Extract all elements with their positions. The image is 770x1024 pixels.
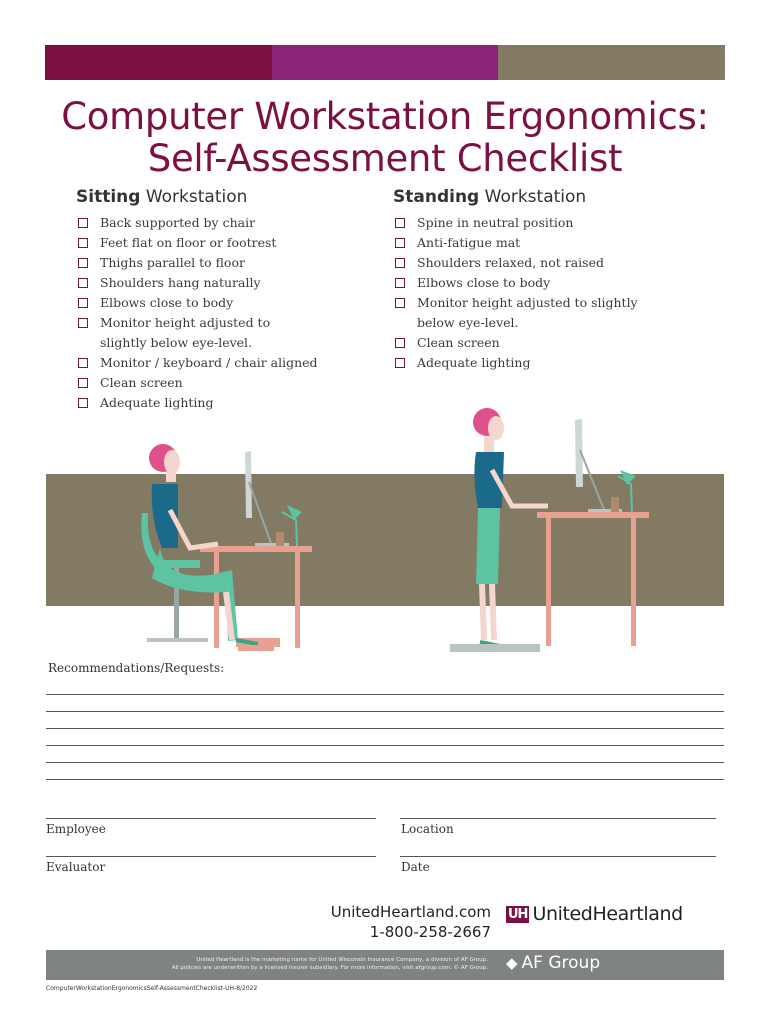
checklist-item-label: Anti-fatigue mat (417, 235, 521, 250)
standing-desk (537, 512, 649, 646)
checklist-item-label: Adequate lighting (417, 355, 531, 370)
sitting-footrest (238, 645, 274, 651)
evaluator-field[interactable] (46, 856, 376, 857)
phone-number: 1-800-258-2667 (369, 923, 491, 941)
checklist-item-label: Monitor height adjusted to slightly below eye-level. (417, 295, 638, 330)
anti-fatigue-mat (450, 644, 540, 652)
standing-heading-bold: Standing (393, 187, 480, 207)
checklist-item-label: Shoulders relaxed, not raised (417, 255, 604, 270)
recommendations-line[interactable] (46, 762, 724, 763)
recommendations-line[interactable] (46, 694, 724, 695)
sitting-heading-rest: Workstation (145, 187, 248, 207)
date-label: Date (401, 860, 430, 874)
sitting-person (149, 444, 258, 644)
checklist-item-label: Feet flat on floor or footrest (100, 235, 277, 250)
sitting-desk (200, 546, 312, 648)
checklist-item-label: Monitor / keyboard / chair aligned (100, 355, 318, 370)
evaluator-label: Evaluator (46, 860, 106, 874)
af-group-logo (506, 953, 600, 973)
page-title-line1: Computer Workstation Ergonomics: (61, 95, 709, 138)
sitting-lamp (276, 505, 302, 546)
disclaimer-line2: All policies are underwritten by a licensed insurer subsidiary. For more information, visit afgroup.com. © AF Group. (171, 964, 488, 971)
standing-person (473, 408, 548, 646)
af-group-text: AF Group (521, 953, 601, 973)
checklist-item-label: Clean screen (417, 335, 500, 350)
checklist-item-label: Clean screen (100, 375, 183, 390)
page-title-line2: Self-Assessment Checklist (147, 137, 623, 180)
date-field[interactable] (400, 856, 716, 857)
recommendations-line[interactable] (46, 779, 724, 780)
sitting-heading-bold: Sitting (76, 187, 141, 207)
checklist-item-label: Elbows close to body (100, 295, 234, 310)
recommendations-line[interactable] (46, 711, 724, 712)
recommendations-line[interactable] (46, 728, 724, 729)
recommendations-label: Recommendations/Requests: (48, 661, 225, 675)
checklist-item-label: Elbows close to body (417, 275, 551, 290)
checklist-item-label: Shoulders hang naturally (100, 275, 261, 290)
employee-label: Employee (46, 822, 106, 836)
checklist-item-label: Monitor height adjusted to slightly below eye-level. (100, 315, 271, 350)
employee-field[interactable] (46, 818, 376, 819)
checklist-item-label: Back supported by chair (100, 215, 256, 230)
united-heartland-logo (506, 903, 683, 925)
location-label: Location (401, 822, 454, 836)
af-diamond-icon: ◆ (506, 954, 518, 972)
location-field[interactable] (400, 818, 716, 819)
disclaimer-line1: United Heartland is the marketing name for United Wisconsin Insurance Company, a division of AF Group. (196, 957, 488, 963)
uh-logo-text: UnitedHeartland (532, 903, 683, 925)
recommendations-line[interactable] (46, 745, 724, 746)
checklist-item-label: Thighs parallel to floor (100, 255, 245, 270)
disclaimer (172, 957, 488, 972)
footer-band (46, 950, 724, 980)
standing-heading-rest: Workstation (484, 187, 587, 207)
uh-logo-mark: UH (508, 907, 528, 922)
checklist-item-label: Spine in neutral position (417, 215, 574, 230)
sitting-monitor (245, 451, 289, 546)
standing-lamp (611, 470, 636, 512)
checklist-item-label: Adequate lighting (100, 395, 214, 410)
website-link[interactable]: UnitedHeartland.com (330, 903, 491, 921)
form-code: ComputerWorkstationErgonomicsSelf-AssessmentChecklist-UH-8/2022 (46, 985, 258, 992)
